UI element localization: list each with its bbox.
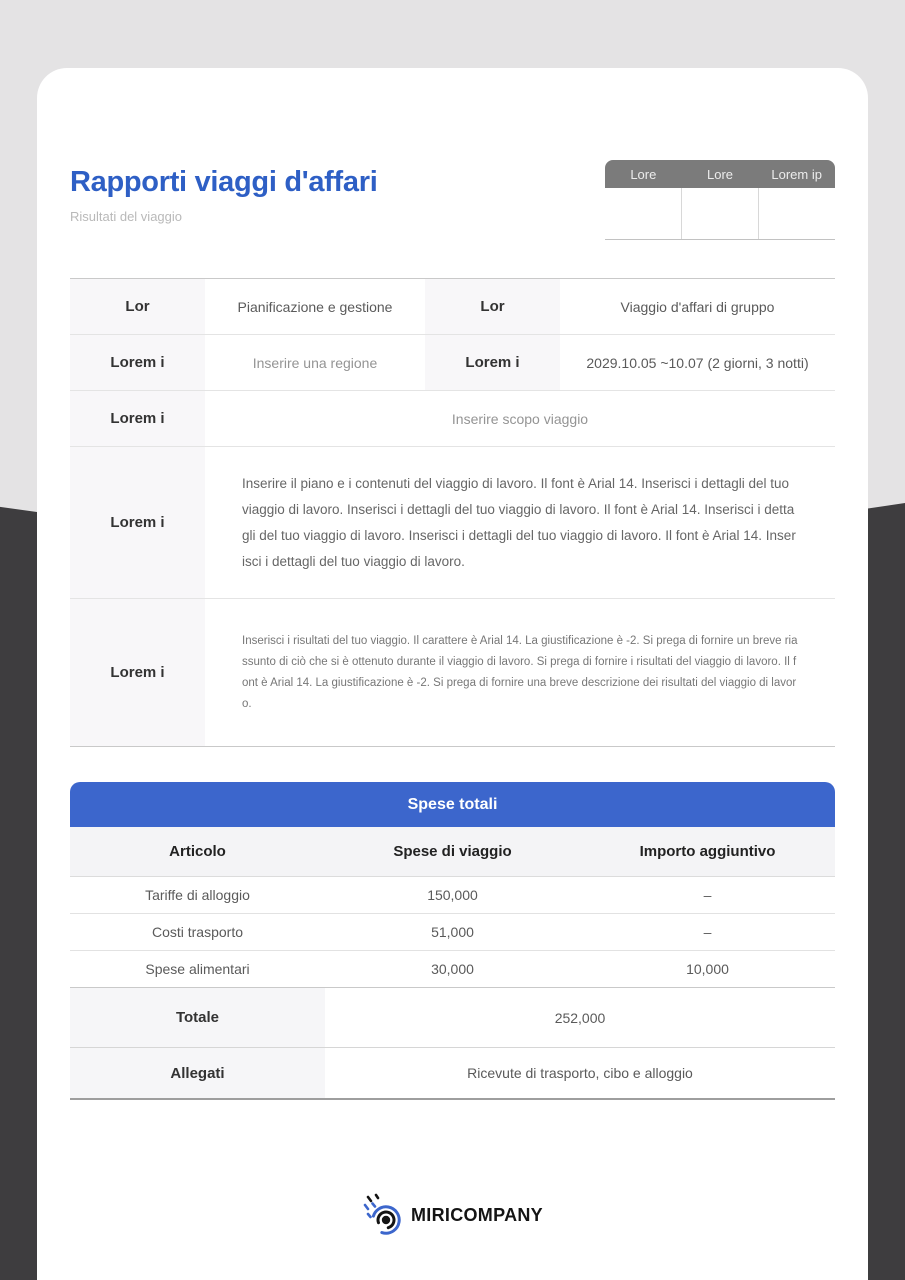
signature-empty-cell: [759, 188, 835, 239]
row-value: Inserire scopo viaggio: [451, 410, 589, 427]
expense-extra: –: [703, 924, 712, 940]
total-row: [70, 988, 835, 1048]
report-page: [37, 68, 868, 1280]
table-row: [70, 599, 835, 747]
expenses-section: [70, 782, 835, 1100]
attachments-value: Ricevute di trasporto, cibo e alloggio: [467, 1065, 693, 1081]
miricompany-logo-icon: [362, 1192, 404, 1238]
signature-table: [605, 160, 835, 240]
table-row: [70, 279, 835, 335]
expense-item: Costi trasporto: [151, 924, 244, 940]
column-header: Importo aggiuntivo: [639, 843, 776, 860]
row-label: Lorem i: [425, 335, 560, 390]
row-label: Lorem i: [70, 335, 205, 390]
column-header: Articolo: [169, 843, 226, 860]
row-value: Pianificazione e gestione: [237, 298, 393, 315]
footer-brand: [70, 1192, 835, 1238]
row-value: [205, 599, 835, 746]
row-value: 2029.10.05 ~10.07 (2 giorni, 3 notti): [586, 354, 809, 371]
trip-results-text: Inserisci i risultati del tuo viaggio. Il carattere è Arial 14. La giustificazione è -2. Si prega di fornire un breve riassunto di ciò che si è ottenuto durante il viaggio di lavoro. Si prega di fornire i risultati del viaggio di lavoro. Il font è Arial 14. La giustificazione è -2. Si prega di fornire una breve descrizione dei risultati del viaggio di lavoro.: [242, 634, 798, 710]
signature-empty-cell: [605, 188, 681, 239]
row-label: Lor: [70, 279, 205, 334]
expense-item: Tariffe di alloggio: [145, 887, 250, 903]
table-row: [70, 447, 835, 599]
expense-extra: 10,000: [686, 961, 729, 977]
trip-plan-text: Inserire il piano e i contenuti del viaggio di lavoro. Il font è Arial 14. Inserisci i dettagli del tuo viaggio di lavoro. Inserisci i dettagli del tuo viaggio di lavoro. Il font è Arial 14. Inserisci i dettagli del tuo viaggio di lavoro. Inserisci i dettagli del tuo viaggio di lavoro. Il font è Arial 14. Inserisci i dettagli del tuo viaggio di lavoro.: [242, 475, 796, 569]
total-label: Totale: [70, 988, 325, 1047]
expenses-header-row: [70, 827, 835, 877]
attachments-label: Allegati: [70, 1048, 325, 1098]
brand-name: MIRICOMPANY: [411, 1204, 543, 1225]
signature-table-body: [605, 188, 835, 240]
table-row: [70, 335, 835, 391]
expense-amount: 30,000: [431, 961, 474, 977]
signature-empty-cell: [681, 188, 759, 239]
expense-item: Spese alimentari: [145, 961, 250, 977]
row-value: Inserire una regione: [252, 354, 378, 371]
row-label: Lor: [425, 279, 560, 334]
table-row: [70, 391, 835, 447]
row-value: [205, 447, 835, 598]
trip-info-table: [70, 278, 835, 747]
signature-table-header: [605, 160, 835, 188]
page-title: Rapporti viaggi d'affari: [70, 166, 378, 198]
total-value: 252,000: [554, 1009, 606, 1026]
expense-extra: –: [703, 887, 712, 903]
signature-header-cell: Lore: [630, 166, 657, 182]
row-label: Lorem i: [70, 599, 205, 746]
attachments-row: [70, 1048, 835, 1098]
expenses-table: [70, 827, 835, 1100]
row-label: Lorem i: [70, 447, 205, 598]
signature-header-cell: Lore: [706, 166, 734, 182]
expense-amount: 51,000: [431, 924, 474, 940]
table-row: [70, 914, 835, 951]
column-header: Spese di viaggio: [393, 843, 512, 860]
row-value: Viaggio d'affari di gruppo: [620, 298, 775, 315]
table-row: [70, 951, 835, 988]
expense-amount: 150,000: [427, 887, 478, 903]
expenses-title-bar: Spese totali: [70, 782, 835, 827]
page-subtitle: Risultati del viaggio: [70, 209, 183, 224]
signature-header-cell: Lorem ip: [771, 166, 822, 182]
table-row: [70, 877, 835, 914]
row-label: Lorem i: [70, 391, 205, 446]
